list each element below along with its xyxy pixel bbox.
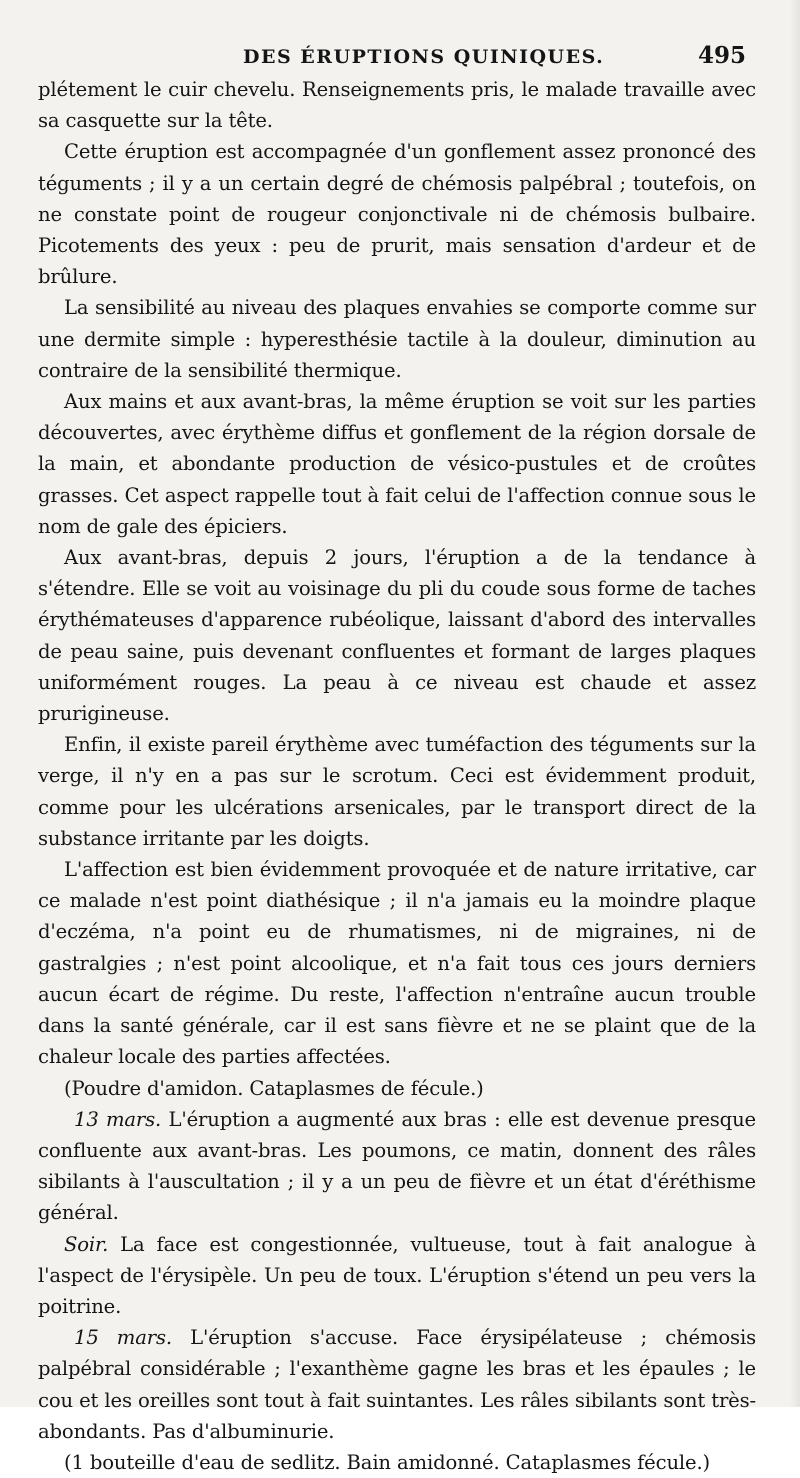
dated-entry: 13 mars. L'éruption a augmenté aux bras : elle est devenue presque confluente aux avant-bras. Les poumons, ce matin, donnent des râles sibilants à l'auscultation ; il y a un peu de fièvre et un état d'éréthisme général. bbox=[38, 1107, 756, 1225]
entry-time: Soir. bbox=[64, 1232, 109, 1256]
dated-entry: 15 mars. L'éruption s'accuse. Face érysipélateuse ; chémosis palpébral considérable ; l'exanthème gagne les bras et les épaules ; le cou et les oreilles sont tout à fait suintantes. Les râles sibilants sont très-abondants. Pas d'albuminurie. bbox=[38, 1326, 756, 1443]
paragraph-continuation: plétement le cuir chevelu. Renseignements pris, le malade travaille avec sa casquette sur la tête. bbox=[38, 78, 756, 133]
entry-date: 13 mars. bbox=[74, 1107, 162, 1131]
paragraph: Aux avant-bras, depuis 2 jours, l'éruption a de la tendance à s'étendre. Elle se voit au voisinage du pli du coude sous forme de taches érythémateuses d'apparence rubéolique, laissant d'abord des intervalles de peau saine, puis devenant confluentes et formant de larges plaques uniformément rouges. La peau à ce niveau est chaude et assez prurigineuse. bbox=[38, 546, 756, 726]
page-number: 495 bbox=[697, 42, 746, 69]
body-text bbox=[38, 74, 756, 1478]
paragraph: Aux mains et aux avant-bras, la même éruption se voit sur les parties découvertes, avec érythème diffus et gonflement de la région dorsale de la main, et abondante production de vésico-pustules et de croûtes grasses. Cet aspect rappelle tout à fait celui de l'affection connue sous le nom de gale des épiciers. bbox=[38, 390, 756, 538]
paragraph: La sensibilité au niveau des plaques envahies se comporte comme sur une dermite simple : hyperesthésie tactile à la douleur, diminution au contraire de la sensibilité thermique. bbox=[38, 296, 756, 382]
dated-entry: Soir. La face est congestionnée, vultueuse, tout à fait analogue à l'aspect de l'érysipèle. Un peu de toux. L'éruption s'étend un peu vers la poitrine. bbox=[38, 1232, 756, 1318]
entry-date: 15 mars. bbox=[74, 1326, 172, 1350]
page-header bbox=[38, 40, 756, 74]
prescription-note: (1 bouteille d'eau de sedlitz. Bain amidonné. Cataplasmes fécule.) bbox=[64, 1450, 711, 1474]
running-title: DES ÉRUPTIONS QUINIQUES. bbox=[243, 46, 605, 68]
paragraph: L'affection est bien évidemment provoquée et de nature irritative, car ce malade n'est point diathésique ; il n'a jamais eu la moindre plaque d'eczéma, n'a point eu de rhumatismes, ni de migraines, ni de gastralgies ; n'est point alcoolique, et n'a fait tous ces jours derniers aucun écart de régime. Du reste, l'affection n'entraîne aucun trouble dans la santé générale, car il est sans fièvre et ne se plaint que de la chaleur locale des parties affectées. bbox=[38, 858, 756, 1069]
paragraph: Cette éruption est accompagnée d'un gonflement assez prononcé des téguments ; il y a un certain degré de chémosis palpébral ; toutefois, on ne constate point de rougeur conjonctivale ni de chémosis bulbaire. Picotements des yeux : peu de prurit, mais sensation d'ardeur et de brûlure. bbox=[38, 140, 756, 289]
prescription-note: (Poudre d'amidon. Cataplasmes de fécule.) bbox=[64, 1076, 484, 1100]
paragraph: Enfin, il existe pareil érythème avec tuméfaction des téguments sur la verge, il n'y en a pas sur le scrotum. Ceci est évidemment produit, comme pour les ulcérations arsenicales, par le transport direct de la substance irritante par les doigts. bbox=[38, 733, 756, 850]
